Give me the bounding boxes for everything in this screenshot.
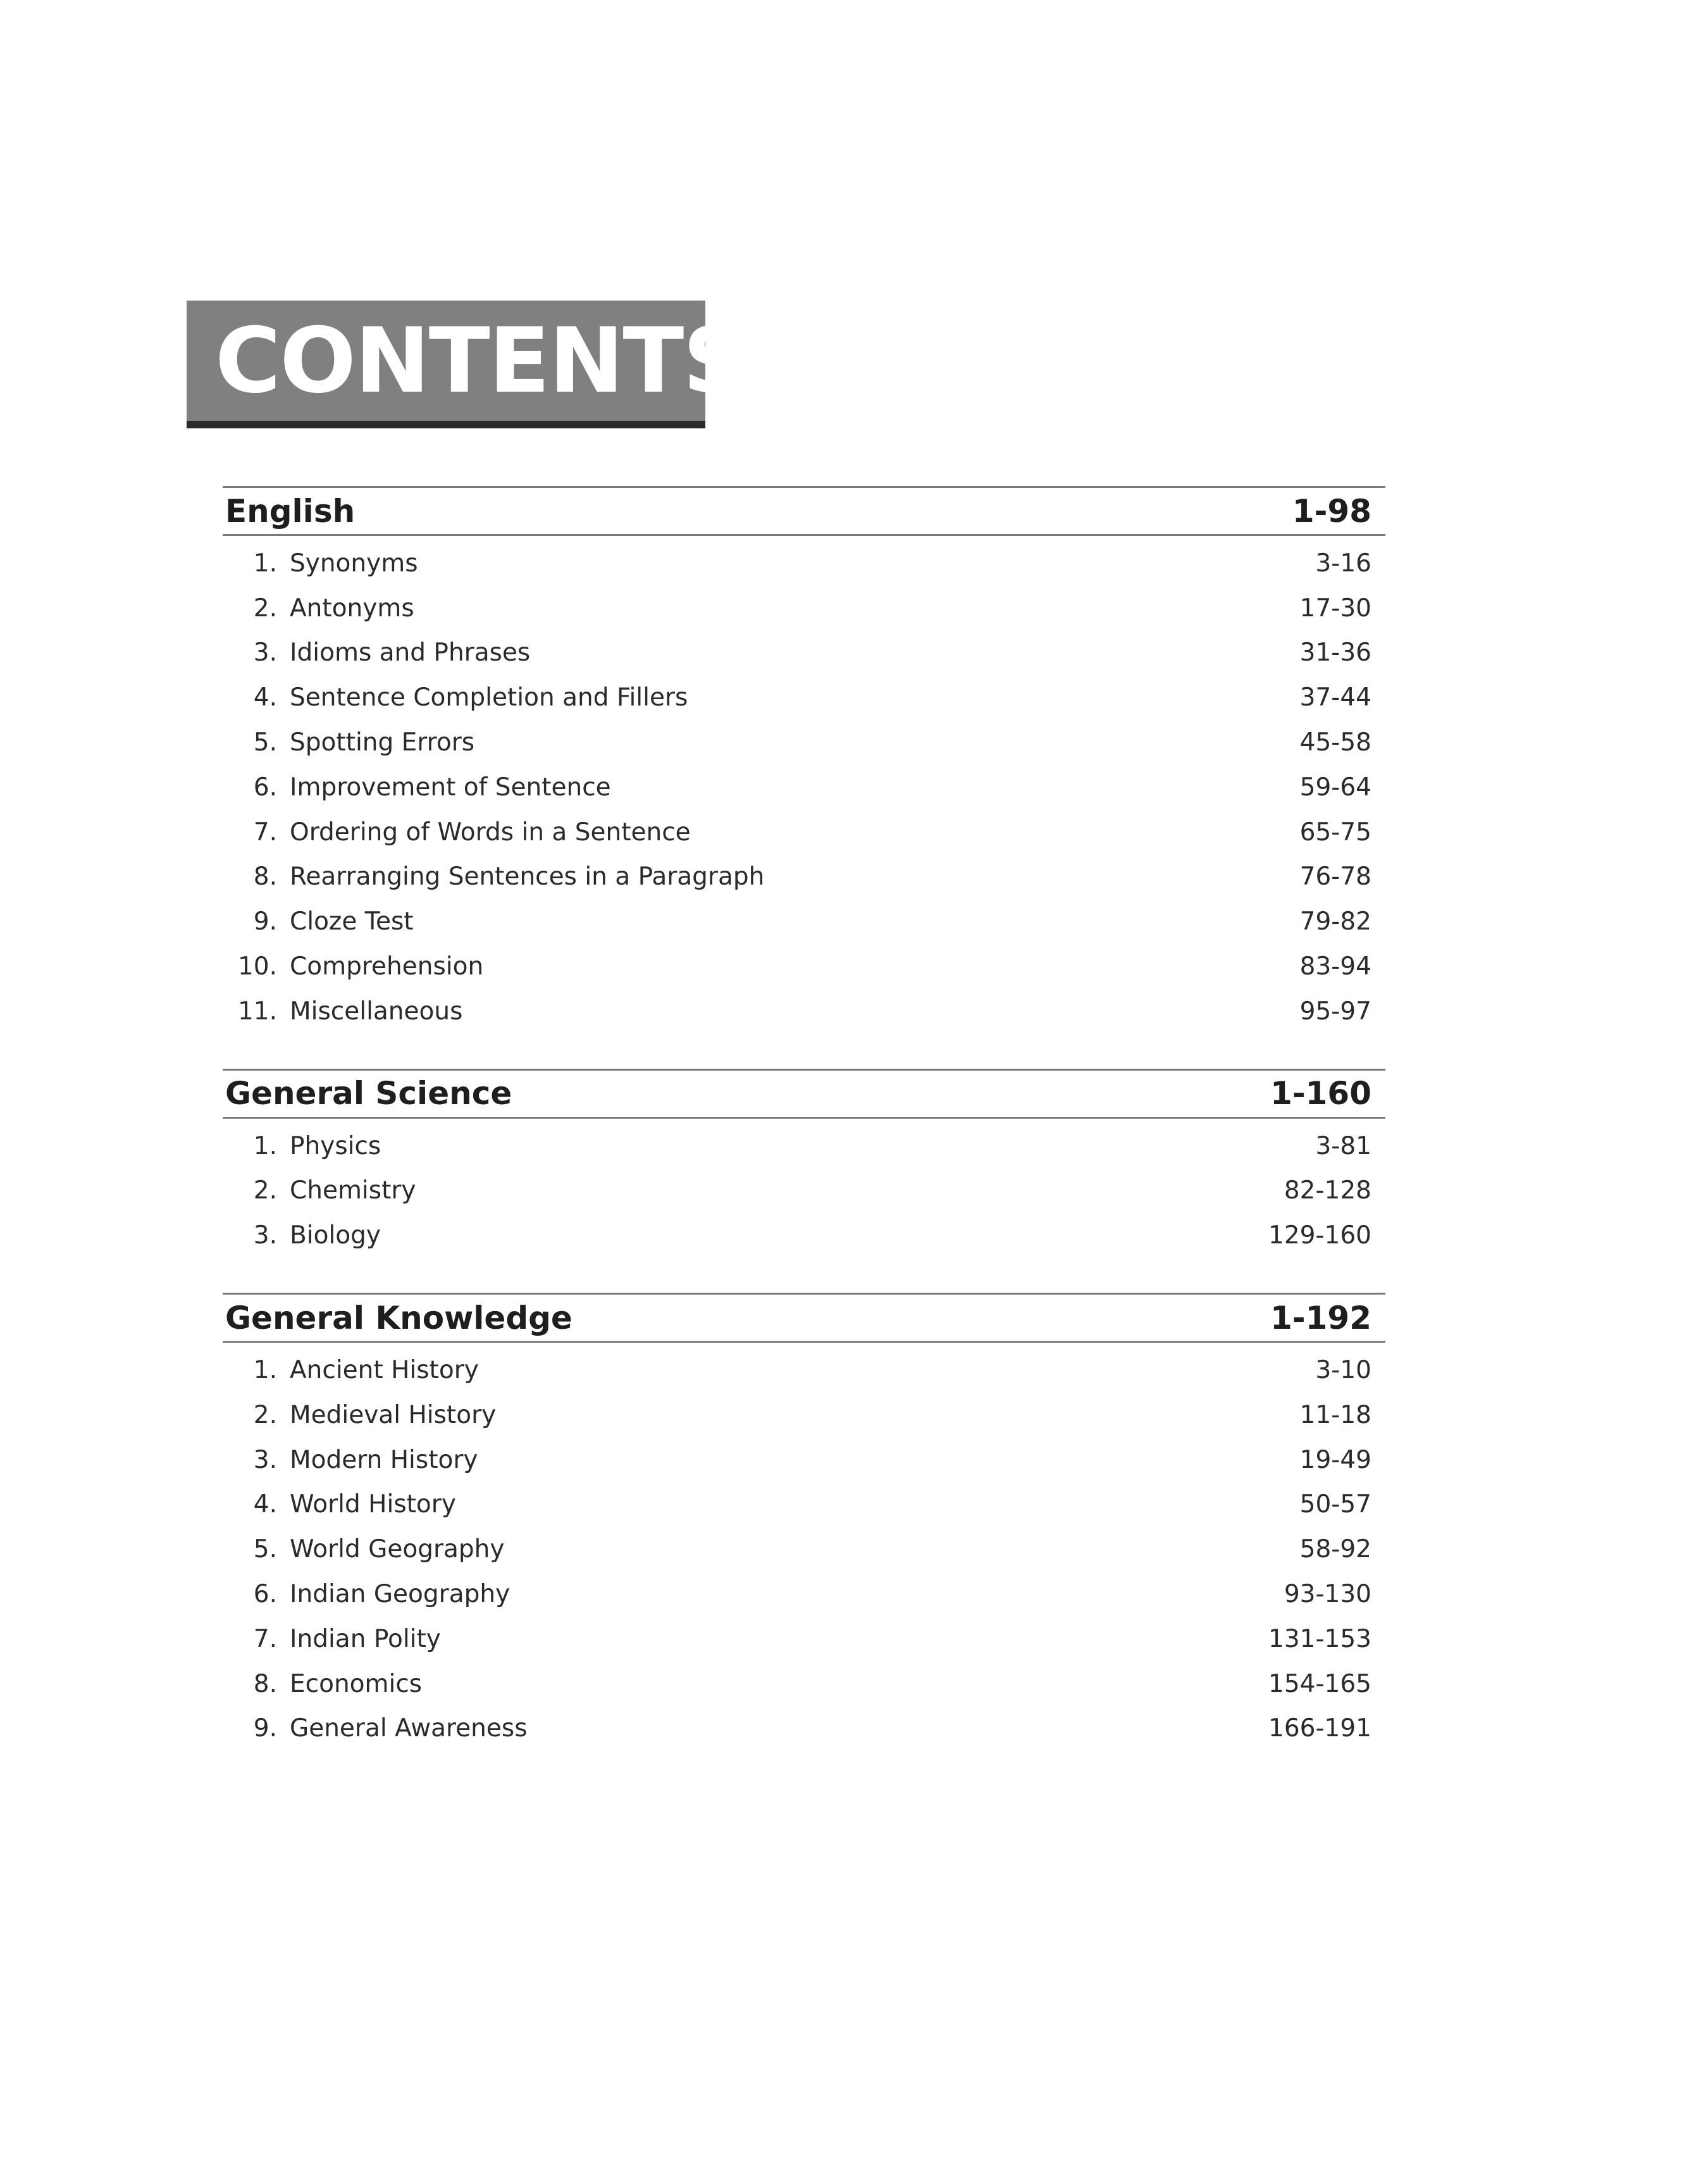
chapter-title: Antonyms <box>290 594 414 623</box>
chapter-page-range: 3-16 <box>1315 549 1371 578</box>
chapter-number: 11. <box>237 997 277 1026</box>
chapter-title: Spotting Errors <box>290 728 475 757</box>
chapter-title: Ordering of Words in a Sentence <box>290 818 691 847</box>
chapter-number: 2. <box>253 1400 277 1429</box>
chapter-entry <box>223 675 1385 720</box>
chapter-number: 5. <box>253 728 277 757</box>
chapter-title: Modern History <box>290 1445 478 1474</box>
section-header <box>223 1293 1385 1343</box>
chapter-title: Improvement of Sentence <box>290 773 611 802</box>
chapter-number: 2. <box>253 594 277 623</box>
chapter-title: Biology <box>290 1221 381 1250</box>
chapter-entry <box>223 720 1385 765</box>
chapter-page-range: 129-160 <box>1268 1221 1371 1250</box>
chapter-title: Chemistry <box>290 1176 416 1205</box>
chapter-entry <box>223 944 1385 989</box>
chapter-number: 6. <box>253 1580 277 1609</box>
chapter-entry <box>223 541 1385 586</box>
chapter-number: 4. <box>253 683 277 712</box>
chapter-number: 4. <box>253 1490 277 1519</box>
chapter-title: Idioms and Phrases <box>290 638 531 668</box>
chapter-title: Synonyms <box>290 549 418 578</box>
section-header <box>223 1069 1385 1119</box>
chapter-number: 3. <box>253 1221 277 1250</box>
chapter-entry <box>223 1572 1385 1617</box>
toc-section <box>223 486 1385 1034</box>
chapter-title: Sentence Completion and Fillers <box>290 683 688 712</box>
chapter-entry <box>223 1213 1385 1258</box>
section-title: General Knowledge <box>225 1299 572 1336</box>
chapter-entry <box>223 765 1385 810</box>
chapter-entry <box>223 1617 1385 1662</box>
chapter-entry <box>223 989 1385 1034</box>
chapter-entry <box>223 1124 1385 1169</box>
chapter-title: Indian Polity <box>290 1624 441 1653</box>
chapter-entry <box>223 1438 1385 1483</box>
chapter-number: 8. <box>253 1669 277 1698</box>
chapter-title: General Awareness <box>290 1714 528 1743</box>
chapter-entry <box>223 1169 1385 1214</box>
chapter-page-range: 93-130 <box>1284 1580 1371 1609</box>
chapter-entry <box>223 855 1385 900</box>
section-title: General Science <box>225 1075 512 1112</box>
chapter-entry <box>223 899 1385 944</box>
chapter-title: Economics <box>290 1669 423 1698</box>
chapter-page-range: 83-94 <box>1299 952 1371 981</box>
chapter-number: 1. <box>253 549 277 578</box>
section-page-range: 1-192 <box>1270 1299 1371 1336</box>
chapter-title: Ancient History <box>290 1356 479 1385</box>
chapter-number: 10. <box>237 952 277 981</box>
chapter-page-range: 79-82 <box>1299 907 1371 936</box>
chapter-number: 7. <box>253 818 277 847</box>
chapter-page-range: 59-64 <box>1299 773 1371 802</box>
chapter-number: 6. <box>253 773 277 802</box>
section-page-range: 1-160 <box>1270 1075 1371 1112</box>
chapter-page-range: 50-57 <box>1299 1490 1371 1519</box>
chapter-entry <box>223 586 1385 631</box>
chapter-entry <box>223 1483 1385 1527</box>
chapter-title: Cloze Test <box>290 907 414 936</box>
chapter-title: Rearranging Sentences in a Paragraph <box>290 862 765 892</box>
chapter-entry <box>223 631 1385 676</box>
chapter-entry <box>223 1348 1385 1393</box>
section-header <box>223 486 1385 536</box>
chapter-page-range: 37-44 <box>1299 683 1371 712</box>
chapter-list <box>223 536 1385 1034</box>
chapter-number: 1. <box>253 1356 277 1385</box>
chapter-title: Medieval History <box>290 1400 497 1429</box>
chapter-page-range: 65-75 <box>1299 818 1371 847</box>
chapter-title: World History <box>290 1490 456 1519</box>
chapter-page-range: 11-18 <box>1299 1400 1371 1429</box>
page-title: CONTENTS <box>215 309 746 413</box>
chapter-list <box>223 1119 1385 1258</box>
chapter-page-range: 45-58 <box>1299 728 1371 757</box>
chapter-title: Comprehension <box>290 952 484 981</box>
table-of-contents <box>223 486 1385 1751</box>
chapter-entry <box>223 1707 1385 1751</box>
chapter-entry <box>223 1527 1385 1572</box>
toc-section <box>223 1069 1385 1258</box>
chapter-title: Indian Geography <box>290 1580 511 1609</box>
chapter-number: 5. <box>253 1535 277 1564</box>
section-title: English <box>225 492 356 530</box>
chapter-page-range: 17-30 <box>1299 594 1371 623</box>
chapter-page-range: 131-153 <box>1268 1624 1371 1653</box>
chapter-entry <box>223 1393 1385 1438</box>
chapter-number: 1. <box>253 1131 277 1160</box>
chapter-number: 7. <box>253 1624 277 1653</box>
chapter-page-range: 82-128 <box>1284 1176 1371 1205</box>
chapter-page-range: 3-10 <box>1315 1356 1371 1385</box>
toc-section <box>223 1293 1385 1751</box>
chapter-title: Miscellaneous <box>290 997 463 1026</box>
chapter-page-range: 76-78 <box>1299 862 1371 892</box>
chapter-number: 8. <box>253 862 277 892</box>
chapter-number: 9. <box>253 907 277 936</box>
chapter-number: 3. <box>253 1445 277 1474</box>
chapter-page-range: 19-49 <box>1299 1445 1371 1474</box>
chapter-page-range: 31-36 <box>1299 638 1371 668</box>
chapter-list <box>223 1343 1385 1751</box>
chapter-title: World Geography <box>290 1535 505 1564</box>
contents-banner <box>187 301 746 428</box>
chapter-page-range: 58-92 <box>1299 1535 1371 1564</box>
chapter-page-range: 166-191 <box>1268 1714 1371 1743</box>
chapter-page-range: 154-165 <box>1268 1669 1371 1698</box>
chapter-number: 9. <box>253 1714 277 1743</box>
chapter-page-range: 95-97 <box>1299 997 1371 1026</box>
chapter-entry <box>223 810 1385 855</box>
chapter-page-range: 3-81 <box>1315 1131 1371 1160</box>
chapter-number: 3. <box>253 638 277 668</box>
chapter-number: 2. <box>253 1176 277 1205</box>
chapter-entry <box>223 1662 1385 1707</box>
section-page-range: 1-98 <box>1292 492 1371 530</box>
chapter-title: Physics <box>290 1131 381 1160</box>
